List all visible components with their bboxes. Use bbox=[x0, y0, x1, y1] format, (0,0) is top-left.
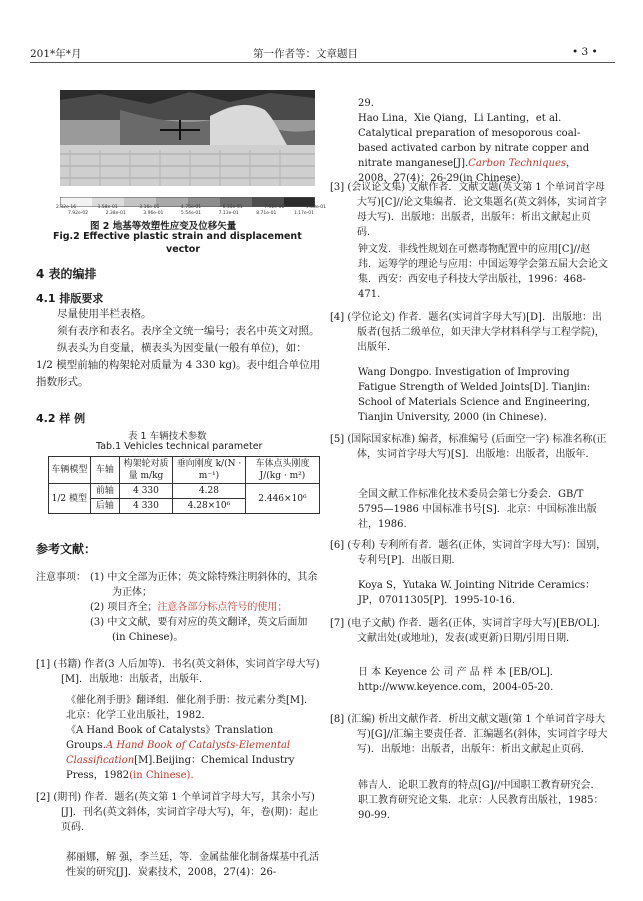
reference-5-format: [5] (国际国家标准) 编者，标准编号 (后面空一字) 标准名称(正体，实词首字母大写)[S]．出版地：出版者，出版年． bbox=[330, 434, 607, 460]
note-3: (3) 中文文献，要有对应的英文翻译，英文后面加(in Chinese)。 bbox=[90, 617, 308, 643]
note-2: (2) 项目齐全；注意各部分标点符号的使用； bbox=[90, 602, 288, 613]
cell-axle: 前轴 bbox=[90, 484, 119, 499]
reference-4-example: Wang Dongpo. Investigation of Improving Fatigue Strength of Welded Joints[D]. Tianjin: School of Materials Science and Engineering, Tianjin University, 2000 (in Chinese). bbox=[358, 367, 591, 423]
cell-stiffness: 4.28×10⁶ bbox=[172, 499, 245, 514]
reference-4-format: [4] (学位论文) 作者．题名(实词首字母大写)[D]．出版地：出版者(包括二级单位，如天津大学材料科学与工程学院)，出版年． bbox=[330, 312, 605, 353]
th-mass: 构架轮对质量 m/kg bbox=[120, 457, 173, 484]
reference-2-example-cont: 29. Hao Lina，Xie Qiang，Li Lanting，et al. Catalytical preparation of mesoporous coal-based activated carbon by nitrate copper and nitrate manganese[J].Carbon Techniques，2008，27(4)：26-29(in Chinese). bbox=[358, 98, 590, 184]
reference-1-example-cn: 《催化剂手册》翻译组．催化剂手册：按元素分类[M]．北京：化学工业出版社，1982． bbox=[66, 695, 315, 721]
table-1-caption-en: Tab.1 Vehicles technical parameter bbox=[96, 441, 263, 452]
reference-8-format: [8] (汇编) 析出文献作者．析出文献文题(第 1 个单词首字母大写)[G]//汇编主要责任者．汇编题名(斜体，实词首字母大写)．出版地：出版者，出版年：析出文献起止页码． bbox=[330, 714, 608, 755]
page-number: • 3 • bbox=[572, 46, 598, 58]
section-4-1-body bbox=[36, 306, 321, 391]
table-header-row bbox=[49, 457, 320, 484]
figure-caption-cn: 图 2 地基等效塑性应变及位移矢量 bbox=[90, 221, 237, 232]
cell-axle: 后轴 bbox=[90, 499, 119, 514]
section-4-title: 4 表的编排 bbox=[36, 267, 97, 281]
th-axle: 车轴 bbox=[90, 457, 119, 484]
running-header-date: 201*年*月 bbox=[30, 48, 82, 60]
journal-name: Carbon Techniques bbox=[468, 158, 566, 169]
reference-1-format: [1] (书籍) 作者(3 人后加等)．书名(英文斜体，实词首字母大写)[M]．出版地：出版者，出版年． bbox=[36, 659, 320, 685]
figure-2-image bbox=[60, 90, 315, 186]
table-1-caption-cn: 表 1 车辆技术参数 bbox=[128, 431, 207, 442]
figure-color-scale bbox=[60, 192, 315, 202]
para-table-number: 须有表序和表名。表序全文统一编号；表名中英文对照。 bbox=[57, 325, 320, 337]
reference-5 bbox=[330, 432, 610, 462]
figure-caption-en-line1: Fig.2 Effective plastic strain and displacement bbox=[53, 231, 302, 242]
running-header-title: 第一作者等：文章题目 bbox=[253, 48, 358, 60]
para-table-header: 纵表头为自变量，横表头为因变量(一般有单位)，如：1/2 模型前轴的构架轮对质量为 4 330 kg)。表中组合单位用指数形式。 bbox=[36, 342, 321, 388]
reference-6-example: Koya S，Yutaka W. Jointing Nitride Ceramics：JP，07011305[P]．1995-10-16. bbox=[358, 580, 596, 606]
notes-label: 注意事项： bbox=[36, 572, 86, 583]
figure-scale-labels: 2.32e-16 1.58e-01 3.16e-01 4.75e-01 6.33e-01 7.92e-01 9.50e-01 7.92e-02 2.38e-01 3.96e-01 5.54e-01 7.13e-01 8.71e-01 1.17e-01 bbox=[56, 205, 326, 216]
th-pitch: 车体点头刚度 J/(kg · m²) bbox=[245, 457, 319, 484]
note-2-emphasis: 注意各部分标点符号的使用； bbox=[157, 602, 288, 613]
section-4-2-title: 4.2 样 例 bbox=[36, 412, 86, 425]
section-4-1-title: 4.1 排版要求 bbox=[36, 292, 104, 305]
reference-7-format: [7] (电子文献) 作者．题名(正体，实词首字母大写)[EB/OL]．文献出处(或地址)，发表(或更新)日期/引用日期． bbox=[330, 618, 607, 644]
reference-6 bbox=[330, 538, 610, 568]
reference-5-example: 全国文献工作标准化技术委员会第七分委会．GB/T 5795—1986 中国标准书号[S]．北京：中国标准出版社，1986. bbox=[358, 489, 597, 530]
th-stiffness: 垂向刚度 k/(N · m⁻¹) bbox=[172, 457, 245, 484]
reference-3-format: [3] (会议论文集) 文献作者．文献文题(英文第 1 个单词首字母大写)[C]//论文集编者．论文集题名(英文斜体，实词首字母大写)．出版地：出版者，出版年：析出文献起止页码． bbox=[330, 182, 607, 238]
cell-mass: 4 330 bbox=[120, 484, 173, 499]
th-model: 车辆模型 bbox=[49, 457, 91, 484]
para-half-column: 尽量使用半栏表格。 bbox=[57, 308, 152, 320]
cell-stiffness: 4.28 bbox=[172, 484, 245, 499]
reference-8 bbox=[330, 712, 610, 757]
table-row bbox=[49, 484, 320, 499]
reference-1-example bbox=[66, 693, 321, 783]
reference-2 bbox=[36, 790, 321, 835]
reference-3-example: 钟文发．非线性规划在可燃毒物配置中的应用[C]//赵玮．运筹学的理论与应用：中国运筹学会第五届大会论文集．西安：西安电子科技大学出版社，1996：468-471. bbox=[358, 244, 608, 300]
cell-model: 1/2 模型 bbox=[49, 484, 91, 514]
reference-6-format: [6] (专利) 专利所有者．题名(正体，实词首字母大写)：国别，专利号[P]．出版日期． bbox=[330, 540, 607, 566]
reference-8-example: 韩吉人．论职工教育的特点[G]//中国职工教育研究会．职工教育研究论文集．北京：人民教育出版社，1985：90-99. bbox=[358, 780, 604, 821]
reference-7 bbox=[330, 616, 610, 646]
table-1 bbox=[48, 456, 320, 514]
note-1: (1) 中文全部为正体；英文除特殊注明斜体的，其余为正体； bbox=[90, 572, 318, 598]
reference-1 bbox=[36, 657, 321, 687]
header-rule bbox=[30, 62, 615, 63]
reference-3 bbox=[330, 180, 610, 240]
figure-caption-en-line2: vector bbox=[166, 244, 201, 255]
cell-mass: 4 330 bbox=[120, 499, 173, 514]
reference-7-example: 日 本 Keyence 公 司 产 品 样 本 [EB/OL]．http://www.keyence.com，2004-05-20. bbox=[358, 667, 560, 693]
reference-2-format: [2] (期刊) 作者．题名(英文第 1 个单词首字母大写，其余小写)[J]．刊名(英文斜体，实词首字母大写)，年，卷(期)：起止页码． bbox=[36, 792, 319, 833]
references-title: 参考文献： bbox=[36, 542, 97, 556]
cell-pitch: 2.446×10⁶ bbox=[245, 484, 319, 514]
notes-list bbox=[90, 570, 320, 645]
reference-4 bbox=[330, 310, 610, 355]
reference-2-example: 郝丽娜，解 强，李兰廷，等．金属盐催化制备煤基中孔活性炭的研究[J]．炭素技术，2008，27(4)：26- bbox=[66, 852, 320, 878]
reference-1-example-en: 《A Hand Book of Catalysts》Translation Groups.A Hand Book of Catalysts-Elemental Classification[M].Beijing：Chemical Industry Press，1982(in Chinese). bbox=[66, 725, 295, 781]
